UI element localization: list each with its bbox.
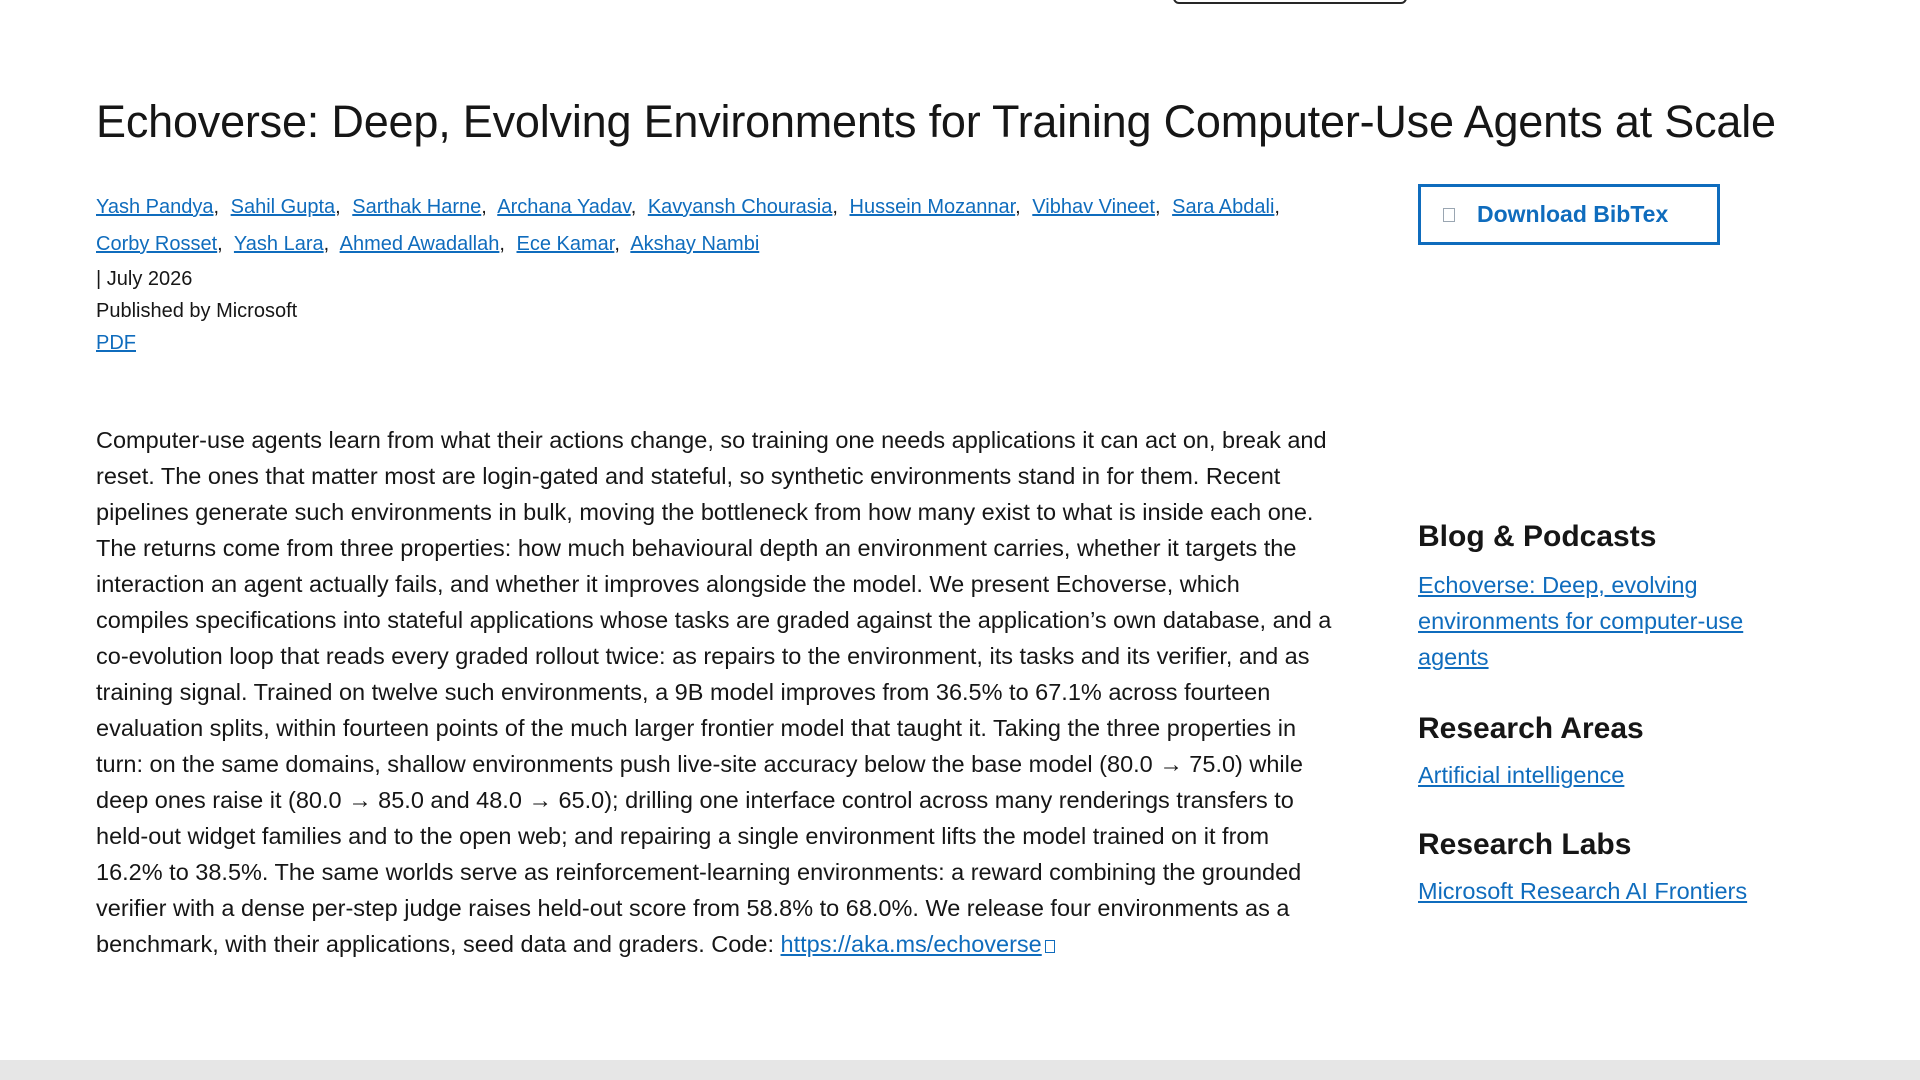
- author-separator: ,: [481, 196, 487, 218]
- author-separator: ,: [614, 233, 620, 255]
- pdf-link[interactable]: PDF: [96, 332, 136, 354]
- author-link[interactable]: Akshay Nambi: [630, 233, 760, 255]
- author-link[interactable]: Kavyansh Chourasia: [647, 196, 833, 218]
- research-labs-heading: Research Labs: [1418, 828, 1632, 861]
- author-link[interactable]: Yash Pandya: [96, 196, 214, 218]
- author-link[interactable]: Hussein Mozannar: [849, 196, 1016, 218]
- author-separator: ,: [499, 233, 505, 255]
- abstract-text: Computer-use agents learn from what their actions change, so training one needs applications it can act on, break and reset. The ones that matter most are login-gated and stateful, so synthetic environments stand in for them. Recent pipelines generate such environments in bulk, moving the bottleneck from how many exist to what is inside each one. The returns come from three properties: how much behavioural depth an environment carries, whether it targets the interaction an agent actually fails, and whether it improves alongside the model. We present Echoverse, which compiles specifications into stateful applications whose tasks are graded against the application’s own database, and a co-evolution loop that reads every graded rollout twice: as repairs to the environment, its tasks and its verifier, and as training signal. Trained on twelve such environments, a 9B model improves from 36.5% to 67.1% across fourteen evaluation splits, within fourteen points of the much larger frontier model that taught it. Taking the three properties in turn: on the same domains, shallow environments push live-site accuracy below the base model (80.0 → 75.0) while deep ones raise it (80.0 → 85.0 and 48.0 → 65.0); drilling one interface control across many renderings transfers to held-out widget families and to the open web; and repairing a single environment lifts the model trained on it from 16.2% to 38.5%. The same worlds serve as reinforcement-learning environments: a reward combining the grounded verifier with a dense per-step judge raises held-out score from 58.8% to 68.0%. We release four environments as a benchmark, with their applications, seed data and graders. Code:: [96, 427, 1332, 957]
- author-separator: ,: [1274, 196, 1280, 218]
- author-link[interactable]: Sarthak Harne: [352, 196, 482, 218]
- author-separator: ,: [1154, 196, 1161, 218]
- author-separator: ,: [213, 196, 220, 218]
- external-link-icon: [1045, 940, 1055, 953]
- research-areas-heading: Research Areas: [1418, 712, 1644, 745]
- page-title: Echoverse: Deep, Evolving Environments for Training Computer-Use Agents at Scale: [96, 96, 1776, 147]
- code-link-label: https://aka.ms/echoverse: [780, 931, 1042, 957]
- author-link[interactable]: Ece Kamar: [516, 233, 615, 255]
- author-separator: ,: [217, 233, 223, 255]
- download-bibtex-button[interactable]: [1418, 184, 1720, 245]
- footer-bar: [0, 1060, 1920, 1080]
- author-link[interactable]: Ahmed Awadallah: [339, 233, 500, 255]
- code-link[interactable]: [781, 931, 1055, 957]
- top-tab-outline: [1173, 0, 1407, 4]
- author-link[interactable]: Sahil Gupta: [230, 196, 336, 218]
- abstract: [96, 422, 1336, 962]
- author-separator: ,: [323, 233, 330, 255]
- publication-date: | July 2026: [96, 268, 193, 290]
- author-list: [96, 189, 1296, 263]
- author-link[interactable]: Archana Yadav: [497, 196, 631, 218]
- blog-link[interactable]: Echoverse: Deep, evolving environments for computer-use agents: [1418, 572, 1744, 670]
- publisher: Published by Microsoft: [96, 300, 298, 322]
- author-separator: ,: [335, 196, 341, 218]
- blog-podcasts-heading: Blog & Podcasts: [1418, 520, 1657, 553]
- research-lab-link[interactable]: Microsoft Research AI Frontiers: [1418, 878, 1748, 904]
- author-separator: ,: [832, 196, 838, 218]
- author-separator: ,: [630, 196, 637, 218]
- author-link[interactable]: Yash Lara: [233, 233, 324, 255]
- bibtex-button-label: Download BibTex: [1477, 201, 1669, 227]
- author-separator: ,: [1015, 196, 1021, 218]
- author-link[interactable]: Corby Rosset: [96, 233, 218, 255]
- author-link[interactable]: Sara Abdali: [1172, 196, 1275, 218]
- sidebar: [1418, 184, 1838, 909]
- research-area-link[interactable]: Artificial intelligence: [1418, 762, 1625, 788]
- download-icon: [1443, 208, 1455, 222]
- publication-meta: [96, 189, 1296, 359]
- author-link[interactable]: Vibhav Vineet: [1032, 196, 1155, 218]
